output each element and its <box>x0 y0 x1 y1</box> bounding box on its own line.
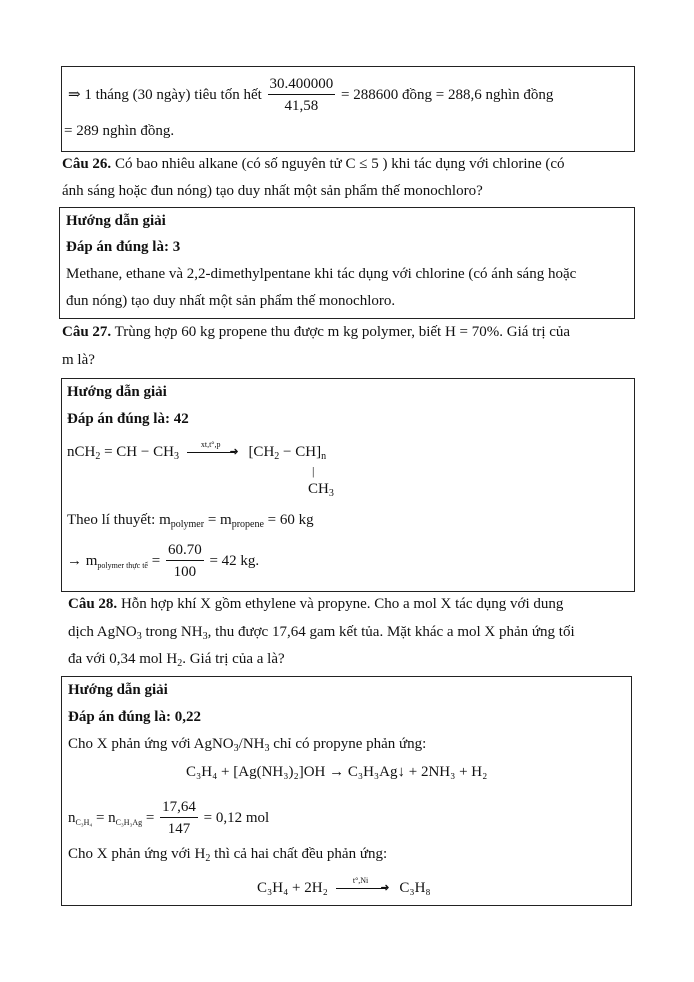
q26-answer: Đáp án đúng là: 3 <box>66 239 181 255</box>
actual-suffix: = 42 kg. <box>209 552 260 569</box>
q28-text-line-2 <box>68 623 575 641</box>
q28-e1-sub2: 3 <box>264 743 270 754</box>
q27-label: Câu 27. <box>62 324 112 340</box>
eq-branch-ch: CH <box>308 481 329 497</box>
actual-prefix: → m <box>67 552 98 569</box>
q28-mole-calc <box>68 797 269 840</box>
q28-text: Hỗn hợp khí X gồm ethylene và propyne. Cho a mol X tác dụng với dung <box>120 596 564 612</box>
q28-e1-sub1: 3 <box>233 743 239 754</box>
prev-fraction-denominator: 41,58 <box>284 98 319 114</box>
q27-answer: Đáp án đúng là: 42 <box>67 411 189 427</box>
eq-branch-ch3 <box>308 480 334 498</box>
q26-label: Câu 26. <box>62 156 112 172</box>
n-label-2: n <box>108 809 116 826</box>
theory-prefix: Theo lí thuyết: m <box>67 512 171 528</box>
eq-condition: xt,t°,p <box>200 440 221 450</box>
q27-text-line-2: m là? <box>62 352 95 368</box>
prev-fraction <box>268 74 336 117</box>
q28-l3-sub: 2 <box>177 658 183 669</box>
actual-fraction <box>166 540 204 583</box>
q26-text-b: ) khi tác dụng với chlorine (có <box>382 156 565 172</box>
n-eq-2: = <box>142 809 159 826</box>
prev-line-1 <box>68 74 553 117</box>
q28-e2-b: thì cả hai chất đều phản ứng: <box>210 846 388 862</box>
actual-fraction-denominator: 100 <box>173 564 197 580</box>
q26-text-a: Có bao nhiêu alkane (có số nguyên tử <box>114 156 342 172</box>
q27-actual-line <box>67 540 259 583</box>
eq-right-mid: − CH] <box>279 444 322 460</box>
q28-expl-line-1 <box>68 735 426 753</box>
n-fraction-numerator: 17,64 <box>160 797 198 818</box>
eq-left-mid: = CH − CH <box>100 444 174 460</box>
rxn2-right: C₃H₈ <box>399 880 431 896</box>
q28-label: Câu 28. <box>68 596 118 612</box>
q26-guide-title: Hướng dẫn giải <box>66 213 166 229</box>
q28-l3-a: đa với 0,34 mol H <box>68 651 178 667</box>
actual-fraction-numerator: 60.70 <box>166 540 204 561</box>
n-fraction-denominator: 147 <box>167 821 191 837</box>
q28-l2-sub1: 3 <box>136 631 142 642</box>
q28-l2-b: trong NH <box>141 624 203 640</box>
q26-expl-line-2: đun nóng) tạo duy nhất một sản phẩm thế monochloro. <box>66 293 396 309</box>
q26-expl-line-1: Methane, ethane và 2,2-dimethylpentane khi tác dụng với chlorine (có ánh sáng hoặc <box>66 266 577 282</box>
q28-expl-line-2 <box>68 845 387 863</box>
reaction-arrow-icon <box>336 876 390 895</box>
theory-mid: = m <box>204 512 232 528</box>
q28-text-line-1 <box>68 595 563 613</box>
prev-line-2: = 289 nghìn đồng. <box>64 123 175 139</box>
eq-left-sub2: 2 <box>95 451 101 462</box>
eq-right-open: [CH <box>248 444 275 460</box>
theory-sub-polymer: polymer <box>170 519 205 530</box>
q28-e1-a: Cho X phản ứng với AgNO <box>68 736 234 752</box>
q26-text-line-2: ánh sáng hoặc đun nóng) tạo duy nhất một sản phẩm thế monochloro? <box>62 183 483 199</box>
q28-e1-c: chỉ có propyne phản ứng: <box>269 736 427 752</box>
n-sub-2: C₃H₃Ag <box>115 817 143 827</box>
arrow-shaft <box>336 888 386 889</box>
q27-text: Trùng hợp 60 kg propene thu được m kg polymer, biết H = 70%. Giá trị của <box>114 324 571 340</box>
q28-guide-title: Hướng dẫn giải <box>68 682 168 698</box>
n-eq-1: = <box>92 809 109 826</box>
q28-l2-c: , thu được 17,64 gam kết tủa. Mặt khác a mol X phản ứng tối <box>207 624 575 640</box>
q28-reaction-2 <box>257 876 431 897</box>
prev-line1-suffix: = 288600 đồng = 288,6 nghìn đồng <box>341 86 554 103</box>
prev-fraction-numerator: 30.400000 <box>268 74 336 95</box>
theory-sub-propene: propene <box>231 519 264 530</box>
q28-e2-sub: 2 <box>205 853 211 864</box>
q28-e1-b: /NH <box>238 736 265 752</box>
q28-e2-a: Cho X phản ứng với H <box>68 846 206 862</box>
n-fraction <box>160 797 198 840</box>
n-result: = 0,12 mol <box>203 809 270 826</box>
theory-suffix: = 60 kg <box>263 512 314 528</box>
q27-theory-line <box>67 511 314 529</box>
arrow-head-icon: ➜ <box>229 446 239 459</box>
actual-eq: = <box>147 552 164 569</box>
q27-guide-title: Hướng dẫn giải <box>67 384 167 400</box>
rxn2-left: C₃H₄ + 2H₂ <box>257 880 328 896</box>
q28-reaction-1: C₃H₄ + [Ag(NH₃)₂]OH → C₃H₃Ag↓ + 2NH₃ + H₂ <box>186 764 488 780</box>
eq-right-subn: n <box>321 451 327 462</box>
q28-l3-b: . Giá trị của a là? <box>182 651 285 667</box>
prev-line1-prefix: ⇒ 1 tháng (30 ngày) tiêu tốn hết <box>68 86 262 103</box>
eq-left-sub3: 3 <box>173 451 179 462</box>
q28-answer: Đáp án đúng là: 0,22 <box>68 709 201 725</box>
q28-l2-sub2: 3 <box>202 631 208 642</box>
q27-text-line-1 <box>62 323 570 341</box>
arrow-head-icon: ➜ <box>380 882 390 895</box>
rxn2-condition: t°,Ni <box>352 876 369 886</box>
eq-left-n: nCH <box>67 444 96 460</box>
q26-math: C ≤ 5 <box>345 156 379 172</box>
q27-polymerization-equation <box>67 440 327 462</box>
q28-l2-a: dịch AgNO <box>68 624 137 640</box>
q28-text-line-3 <box>68 650 285 668</box>
actual-sub: polymer thực tế <box>97 560 148 570</box>
n-sub-1: C₃H₄ <box>75 817 93 827</box>
q26-text-line-1 <box>62 155 565 173</box>
eq-right-sub2: 2 <box>274 451 280 462</box>
n-label-1: n <box>68 809 76 826</box>
eq-branch-bar: | <box>312 464 315 478</box>
reaction-arrow-icon <box>187 440 239 459</box>
eq-branch-sub3: 3 <box>328 488 334 499</box>
arrow-shaft <box>187 452 235 453</box>
